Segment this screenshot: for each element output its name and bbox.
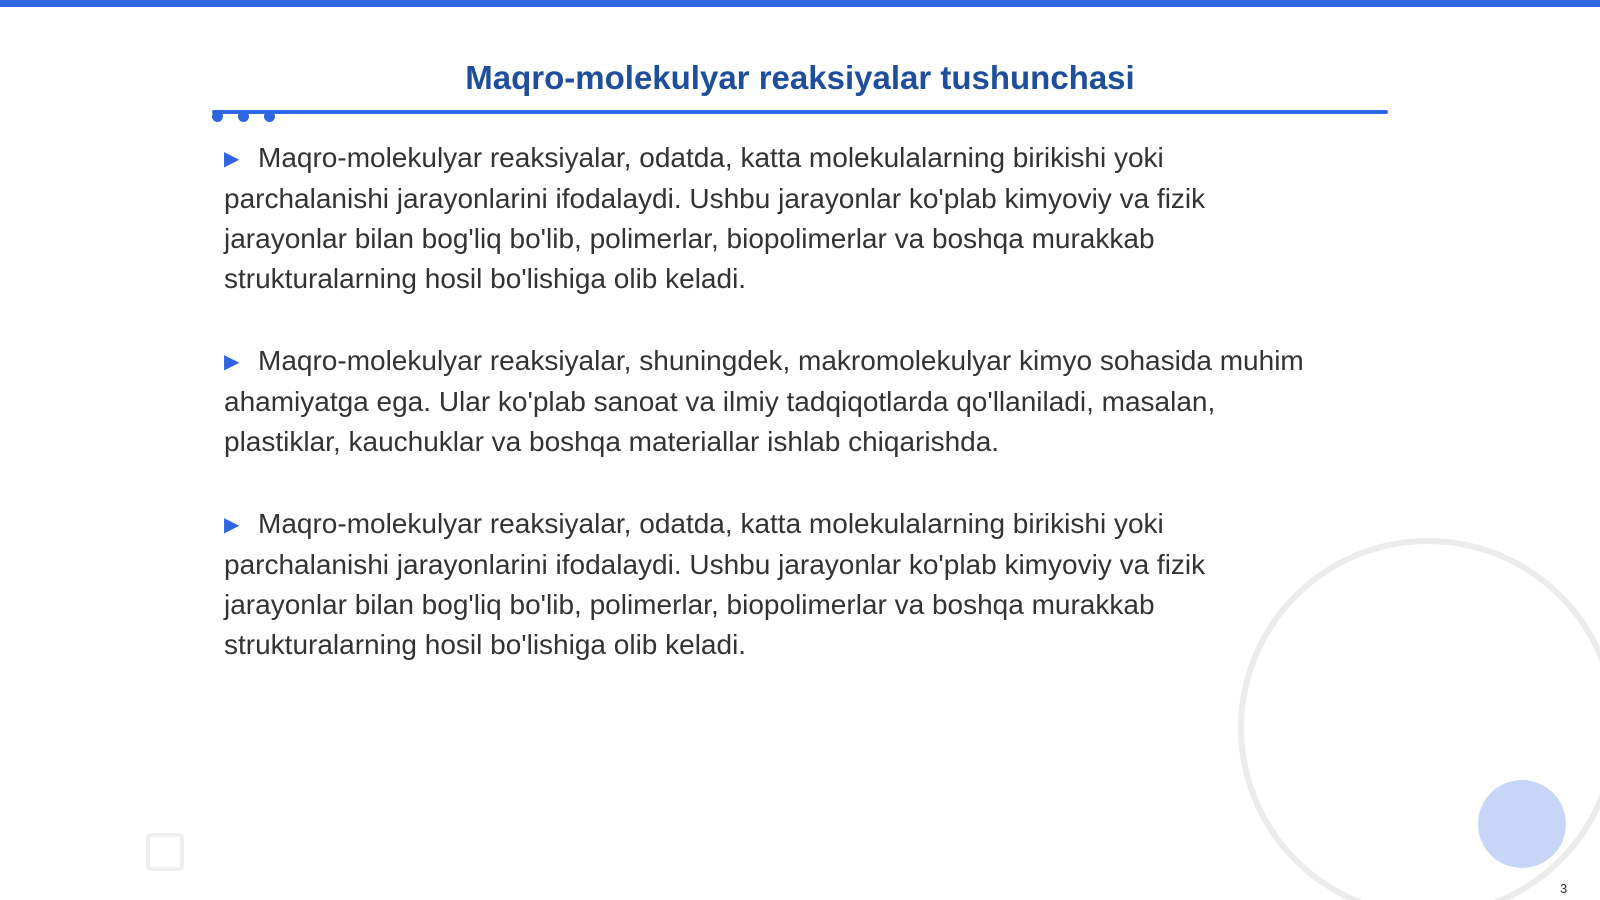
bullet-list (224, 138, 1314, 707)
page-number: 3 (1560, 881, 1568, 896)
triangle-right-icon: ▶ (224, 351, 240, 373)
bullet-item (224, 341, 1314, 462)
bullet-text: Maqro-molekulyar reaksiyalar, shuningdek, makromolekulyar kimyo sohasida muhim ahamiyatga ega. Ular ko'plab sanoat va ilmiy tadqiqotlarda qo'llaniladi, masalan, plastiklar, kauchuklar va boshqa materiallar ishlab chiqarishda. (224, 345, 1304, 457)
decorative-square (146, 833, 184, 871)
bullet-text: Maqro-molekulyar reaksiyalar, odatda, katta molekulalarning birikishi yoki parchalanishi jarayonlarini ifodalaydi. Ushbu jarayonlar ko'plab kimyoviy va fizik jarayonlar bilan bog'liq bo'lib, polimerlar, biopolimerlar va boshqa murakkab strukturalarning hosil bo'lishiga olib keladi. (224, 142, 1206, 294)
triangle-right-icon: ▶ (224, 148, 240, 170)
title-underline (212, 110, 1388, 114)
triangle-right-icon: ▶ (224, 514, 240, 536)
slide-title: Maqro-molekulyar reaksiyalar tushunchasi (465, 59, 1135, 96)
bullet-item (224, 504, 1314, 665)
underline-dot (238, 111, 249, 122)
underline-dot (212, 111, 223, 122)
top-accent-bar (0, 0, 1600, 7)
bullet-item (224, 138, 1314, 299)
underline-dot (264, 111, 275, 122)
bullet-text: Maqro-molekulyar reaksiyalar, odatda, katta molekulalarning birikishi yoki parchalanishi jarayonlarini ifodalaydi. Ushbu jarayonlar ko'plab kimyoviy va fizik jarayonlar bilan bog'liq bo'lib, polimerlar, biopolimerlar va boshqa murakkab strukturalarning hosil bo'lishiga olib keladi. (224, 508, 1206, 660)
decorative-blue-circle (1478, 780, 1566, 868)
